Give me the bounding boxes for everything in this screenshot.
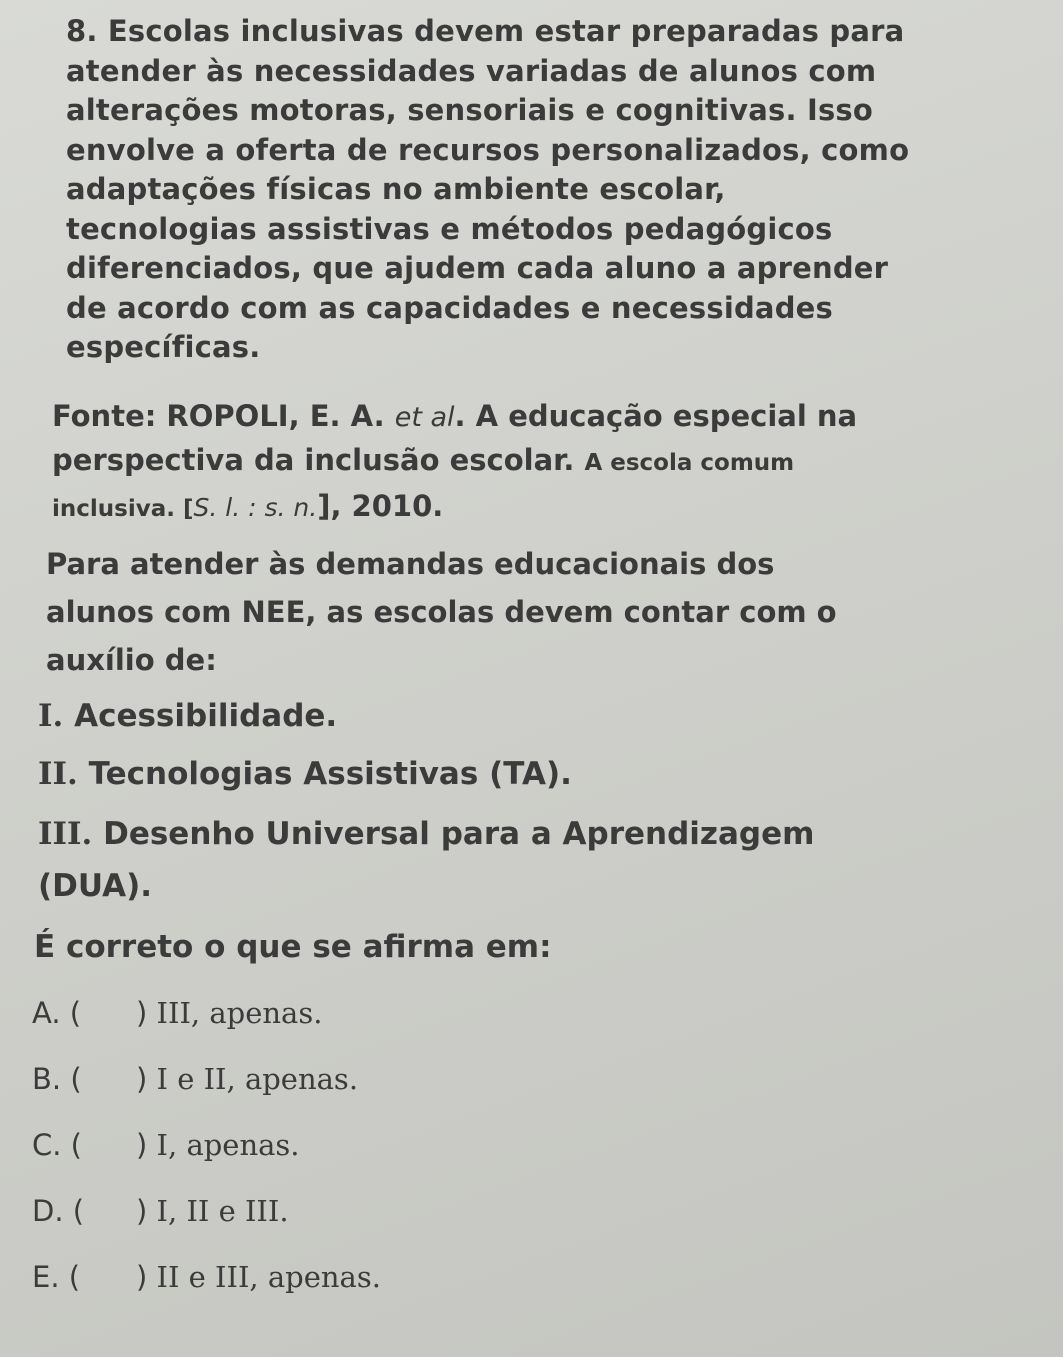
option-paren: ) — [136, 1062, 148, 1096]
prompt-line: alunos com NEE, as escolas devem contar com o — [46, 595, 837, 629]
statement-number: III. — [38, 816, 93, 852]
option-paren: ) — [136, 1128, 148, 1162]
option-letter: E. ( — [32, 1260, 81, 1294]
option-text: I e II, apenas. — [147, 1062, 359, 1096]
source-line-3 — [52, 485, 1042, 531]
option-paren: ) — [136, 1194, 148, 1228]
option-paren: ) — [136, 996, 148, 1030]
option-letter: C. ( — [32, 1128, 82, 1162]
stem-line: tecnologias assistivas e métodos pedagógicos — [66, 211, 833, 246]
option-b[interactable] — [32, 1056, 358, 1102]
statement-text: (DUA). — [38, 868, 153, 904]
question-stem — [66, 12, 1046, 368]
source-etal: et al — [394, 402, 455, 433]
source-text-small: A escola comum — [584, 450, 795, 476]
statement-text: Acessibilidade. — [63, 698, 338, 734]
option-c[interactable] — [32, 1122, 300, 1168]
prompt-line: auxílio de: — [46, 643, 217, 677]
statement-text: Tecnologias Assistivas (TA). — [77, 756, 572, 792]
stem-line: diferenciados, que ajudem cada aluno a aprender — [66, 251, 889, 285]
stem-line: adaptações físicas no ambiente escolar, — [66, 172, 726, 206]
prompt-line: Para atender às demandas educacionais dos — [46, 547, 775, 581]
source-line-1 — [52, 395, 1042, 439]
stem-line: de acordo com as capacidades e necessidades — [66, 290, 833, 325]
option-text: I, II e III. — [147, 1194, 289, 1228]
option-text: I, apenas. — [147, 1128, 300, 1162]
question-text: É correto o que se afirma em: — [34, 929, 552, 965]
source-text: . A educação especial na — [454, 399, 858, 433]
source-line-2 — [52, 439, 1042, 485]
statement-item — [38, 743, 1048, 805]
stem-line: específicas. — [66, 330, 261, 364]
source-text: perspectiva da inclusão escolar. — [52, 443, 585, 477]
source-text: Fonte: ROPOLI, E. A. — [52, 399, 395, 433]
statement-number: II. — [38, 756, 78, 792]
stem-line: alterações motoras, sensoriais e cognitivas. Isso — [66, 93, 874, 127]
stem-line: atender às necessidades variadas de alunos com — [66, 53, 877, 88]
option-d[interactable] — [32, 1188, 289, 1234]
option-letter: D. ( — [32, 1194, 85, 1228]
question-prompt — [46, 540, 1046, 684]
statement-item — [38, 685, 1048, 747]
statement-text: Desenho Universal para a Aprendizagem — [92, 816, 815, 852]
source-text-small: inclusiva. [ — [52, 496, 194, 522]
statement-number: I. — [38, 698, 64, 734]
statement-item — [38, 855, 1048, 917]
source-place: S. l. : s. n. — [193, 493, 318, 522]
source-citation — [52, 395, 1042, 531]
option-paren: ) — [136, 1260, 148, 1294]
stem-line: envolve a oferta de recursos personalizados, como — [66, 132, 910, 167]
option-a[interactable] — [32, 990, 322, 1036]
stem-line: 8. Escolas inclusivas devem estar preparadas para — [66, 14, 905, 48]
option-text: II e III, apenas. — [147, 1260, 381, 1294]
option-letter: B. ( — [32, 1062, 82, 1096]
option-text: III, apenas. — [147, 996, 323, 1030]
option-e[interactable] — [32, 1254, 381, 1300]
option-letter: A. ( — [32, 996, 82, 1030]
source-text: ], 2010. — [317, 489, 444, 523]
